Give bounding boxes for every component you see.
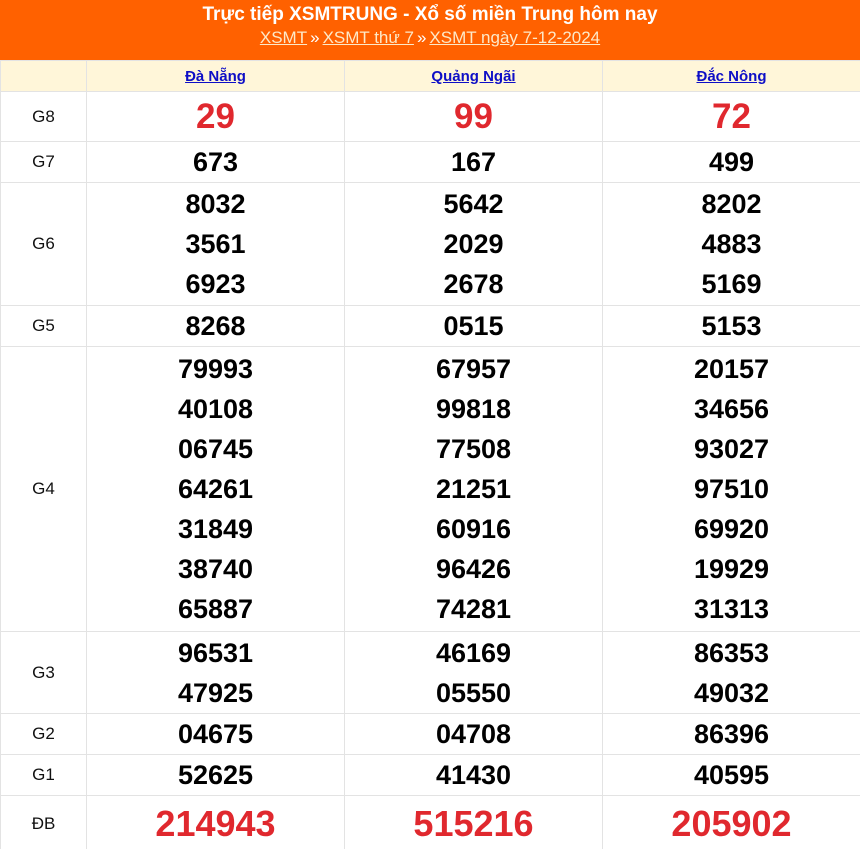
result-number: 515216 [413, 802, 534, 844]
result-number: 40108 [177, 394, 254, 424]
result-number: 99 [454, 96, 493, 136]
result-number: 04675 [177, 719, 254, 749]
result-number: 64261 [177, 474, 254, 504]
result-number: 8032 [185, 189, 246, 219]
result-number: 21251 [435, 474, 512, 504]
result-cell [345, 183, 603, 306]
province-header-da-nang [87, 61, 345, 92]
breadcrumb-xsmt[interactable]: XSMT [259, 28, 308, 47]
province-header-dac-nong [603, 61, 860, 92]
prize-label: G6 [1, 183, 87, 306]
result-number: 49032 [693, 677, 770, 708]
page-header [0, 0, 860, 60]
table-row [1, 755, 860, 796]
breadcrumb-xsmt-thu-7[interactable]: XSMT thứ 7 [322, 28, 414, 47]
result-number: 99818 [435, 394, 512, 424]
result-number: 86396 [693, 719, 770, 749]
result-number: 40595 [693, 760, 770, 790]
result-cell [345, 142, 603, 183]
result-number: 97510 [693, 474, 770, 504]
result-number: 34656 [693, 394, 770, 424]
province-link-da-nang[interactable]: Đà Nẵng [185, 67, 246, 85]
result-cell [345, 755, 603, 796]
breadcrumb [0, 27, 860, 49]
result-number: 47925 [177, 677, 254, 708]
result-cell [603, 347, 860, 632]
prize-label: G7 [1, 142, 87, 183]
table-row [1, 714, 860, 755]
result-cell [87, 347, 345, 632]
result-number: 8202 [701, 189, 762, 219]
result-number: 5153 [701, 311, 762, 341]
result-number: 499 [708, 147, 755, 177]
result-number: 20157 [693, 354, 770, 384]
result-number: 72 [712, 96, 751, 136]
page-title: Trực tiếp XSMTRUNG - Xổ số miền Trung hôm nay [202, 4, 658, 25]
result-cell [87, 183, 345, 306]
result-cell [345, 796, 603, 849]
breadcrumb-separator: » [310, 28, 320, 47]
breadcrumb-xsmt-date[interactable]: XSMT ngày 7-12-2024 [429, 28, 601, 47]
table-row [1, 183, 860, 306]
result-cell [603, 142, 860, 183]
result-cell [87, 632, 345, 714]
result-number: 52625 [177, 760, 254, 790]
province-link-dac-nong[interactable]: Đắc Nông [696, 67, 767, 85]
result-number: 0515 [443, 311, 504, 341]
result-number: 167 [450, 147, 497, 177]
result-number: 74281 [435, 594, 512, 624]
prize-label: G8 [1, 92, 87, 142]
result-number: 31313 [693, 594, 770, 624]
result-cell [603, 306, 860, 347]
prize-label: G3 [1, 632, 87, 714]
result-number: 65887 [177, 594, 254, 624]
table-row [1, 347, 860, 632]
result-cell [603, 632, 860, 714]
result-number: 29 [196, 96, 235, 136]
prize-label: G4 [1, 347, 87, 632]
result-number: 96531 [177, 637, 254, 668]
result-number: 214943 [155, 802, 276, 844]
result-cell [345, 306, 603, 347]
result-number: 38740 [177, 554, 254, 584]
result-cell [345, 347, 603, 632]
table-row [1, 796, 860, 849]
result-number: 79993 [177, 354, 254, 384]
result-number: 205902 [671, 802, 792, 844]
result-number: 46169 [435, 637, 512, 668]
result-number: 05550 [435, 677, 512, 708]
result-number: 5169 [701, 269, 762, 299]
result-cell [345, 632, 603, 714]
result-cell [603, 755, 860, 796]
result-cell [603, 183, 860, 306]
province-header-quang-ngai [345, 61, 603, 92]
breadcrumb-separator: » [416, 28, 427, 47]
result-cell [87, 92, 345, 142]
results-body [1, 92, 860, 849]
prize-column-header [1, 61, 87, 92]
table-row [1, 92, 860, 142]
result-cell [603, 92, 860, 142]
table-row [1, 306, 860, 347]
result-number: 86353 [693, 637, 770, 668]
result-number: 5642 [443, 189, 504, 219]
prize-label: ĐB [1, 796, 87, 849]
result-cell [603, 796, 860, 849]
result-number: 67957 [435, 354, 512, 384]
result-cell [87, 755, 345, 796]
result-number: 2029 [443, 229, 504, 259]
result-cell [603, 714, 860, 755]
result-number: 3561 [185, 229, 246, 259]
table-header-row [1, 61, 860, 92]
result-number: 6923 [185, 269, 246, 299]
results-table [0, 60, 860, 849]
result-number: 77508 [435, 434, 512, 464]
result-number: 69920 [693, 514, 770, 544]
result-number: 2678 [443, 269, 504, 299]
province-link-quang-ngai[interactable]: Quảng Ngãi [431, 67, 516, 85]
result-number: 60916 [435, 514, 512, 544]
result-number: 06745 [177, 434, 254, 464]
result-cell [87, 142, 345, 183]
prize-label: G1 [1, 755, 87, 796]
result-cell [345, 92, 603, 142]
result-number: 19929 [693, 554, 770, 584]
result-cell [87, 306, 345, 347]
result-number: 31849 [177, 514, 254, 544]
result-number: 04708 [435, 719, 512, 749]
table-row [1, 632, 860, 714]
result-cell [87, 796, 345, 849]
result-number: 673 [192, 147, 239, 177]
table-row [1, 142, 860, 183]
result-number: 4883 [701, 229, 762, 259]
result-number: 96426 [435, 554, 512, 584]
result-number: 41430 [435, 760, 512, 790]
result-cell [87, 714, 345, 755]
result-number: 93027 [693, 434, 770, 464]
prize-label: G2 [1, 714, 87, 755]
result-number: 8268 [185, 311, 246, 341]
prize-label: G5 [1, 306, 87, 347]
result-cell [345, 714, 603, 755]
